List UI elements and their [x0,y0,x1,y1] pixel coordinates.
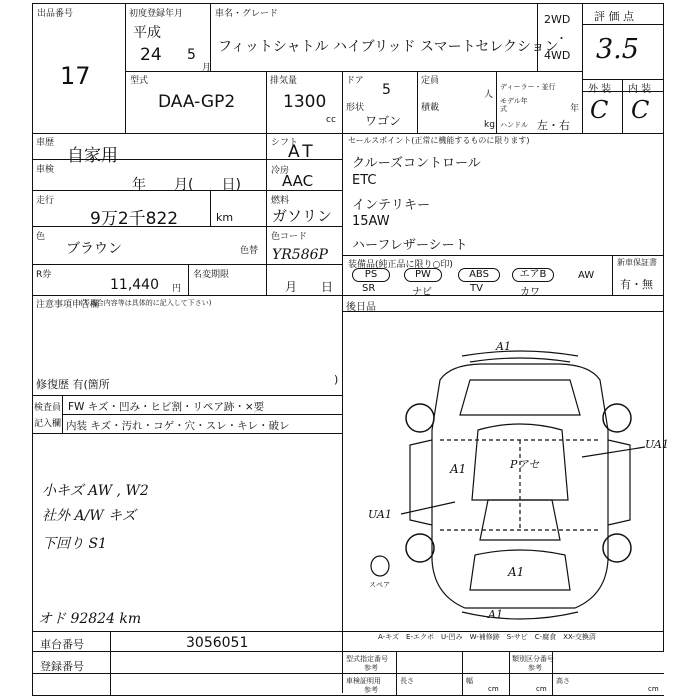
drive-dot-icon: ・ [556,32,567,45]
ac-value: AAC [282,172,314,190]
cc-unit: cc [326,115,336,125]
shift-value: AT [288,142,317,162]
grade-score: 3.5 [596,34,639,65]
km-unit: km [216,211,234,224]
ref-label: 参考 [364,664,378,672]
class-label: 類別区分番号 [512,655,554,663]
repair-close-paren: ) [334,373,339,386]
inspector-row-exterior: FW キズ・凹み・ヒビ割・リペア跡・×要 [68,401,265,413]
shape-value: ワゴン [365,114,402,128]
damage-mark: UA1 [368,508,392,521]
color-code-label: 色コード [271,232,308,242]
selling-point-item: ハーフレザーシート [352,238,468,253]
color-label: 色 [36,232,46,242]
ref-label-2: 参考 [528,664,542,672]
damage-mark: A1 [450,462,467,476]
exterior-label: 外 装 [588,84,612,95]
deadline-label: 名変期限 [193,270,230,280]
doors-value: 5 [382,82,391,98]
equip-aw: AW [578,270,595,281]
ac-label: 冷房 [271,166,290,176]
height-label: 高さ [556,677,570,685]
equip-sr: SR [362,283,376,294]
equip-pw: PW [404,268,442,282]
interior-label: 内 装 [628,84,652,95]
damage-mark: A1 [508,565,525,579]
month-unit: 月 [202,63,212,73]
history-value: 自家用 [67,146,118,166]
capacity-label: 定員 [421,76,440,86]
fuel-label: 燃料 [271,196,290,206]
year-unit: 年 [570,104,580,114]
person-unit: 人 [484,90,494,100]
width-label: 幅 [466,677,473,685]
color-code-value: YR586P [272,247,328,263]
chassis-value: 3056051 [186,635,249,651]
cm-unit-2: cm [536,685,547,693]
displacement-value: 1300 [283,92,327,112]
model-name: フィットシャトル ハイブリッド スマートセレクション [218,39,559,55]
selling-point-item: クルーズコントロール [352,156,481,171]
tax-label: R券 [36,270,52,280]
type-value: DAA-GP2 [158,92,236,112]
lot-number: 17 [60,62,91,90]
yen-unit: 円 [172,284,182,294]
mileage-label: 走行 [36,196,55,206]
reg-label: 登録番号 [40,660,84,673]
inspection-label: 車検 [36,165,55,175]
repair-label: 修復歴 有(箇所 [36,378,110,391]
mileage-value: 9万2千822 [90,209,179,229]
reg-month: 5 [187,47,196,63]
spare-label: スペア [369,581,390,589]
kg-unit: kg [484,120,495,130]
model-year-label: モデル年式 [500,97,528,113]
deadline-value: 月 日 [285,280,334,294]
handwritten-note: 小キズ AW , W2 [42,483,149,499]
handle-value: 左・右 [537,119,570,132]
tax-value: 11,440 [110,277,159,293]
selling-point-item: インテリキー [352,198,431,213]
rear-label: 後日品 [346,302,376,313]
fuel-value: ガソリン [272,207,333,225]
displacement-label: 排気量 [270,76,298,86]
selling-points-label: セールスポイント(正常に機能するものに限ります) [348,136,530,145]
damage-legend: A-キズ E-エクボ U-凹み W-補修跡 S-サビ C-腐食 XX-交換済 [378,633,596,641]
chassis-label: 車台番号 [40,638,84,651]
warranty-value: 有・無 [620,278,653,291]
doors-label: ドア [346,76,364,86]
cm-unit: cm [488,685,499,693]
notes-sub-label: (不具合内容等は具体的に記入して下さい) [80,299,212,307]
length-label: 長さ [400,677,414,685]
inspector-label: 検査員 [34,403,62,413]
equip-ps: PS [352,268,390,282]
era: 平成 [133,25,161,41]
cm-unit-3: cm [648,685,659,693]
dealer-label: ディーラー・並行 [500,83,556,91]
color-change-label: 色替 [240,246,259,256]
shape-label: 形状 [346,103,365,113]
interior-grade: C [631,96,650,124]
load-label: 積載 [421,103,440,113]
color-value: ブラウン [66,241,122,257]
inspector-row-interior: 内装 キズ・汚れ・コゲ・穴・スレ・キレ・破レ [66,420,290,432]
damage-mark: Pアセ [510,458,540,471]
drive-2wd: 2WD [544,13,571,26]
model-label: 車名・グレード [215,9,279,19]
warranty-label: 新車保証書 [617,258,657,267]
cert-label: 車検証明用 [346,677,381,685]
history-label: 車歴 [36,138,55,148]
equip-tv: TV [470,283,483,294]
equip-abs: ABS [458,268,500,282]
selling-point-item: 15AW [352,214,390,229]
drive-4wd: 4WD [544,49,571,62]
damage-mark: A1 [496,340,511,353]
equipment-label: 装備品(純正品に限り○印) [348,260,453,270]
grade-label: 評 価 点 [594,10,634,23]
equip-airbag: エアB [512,268,554,282]
reg-year: 24 [140,45,162,65]
damage-mark: UA1 [645,438,669,451]
model-cert-label: 型式指定番号 [346,655,388,663]
type-label: 型式 [130,76,149,86]
damage-mark: A1 [488,608,503,621]
exterior-grade: C [590,96,609,124]
inspection-value: 年 月( 日) [132,177,241,193]
selling-point-item: ETC [352,173,377,188]
handwritten-odometer: オド 92824 km [38,611,142,627]
equip-leather: カワ [520,287,540,298]
equip-navi: ナビ [412,287,432,298]
handwritten-note: 下回り S1 [42,536,107,552]
first-reg-label: 初度登録年月 [129,9,184,19]
shift-label: シフト [271,138,299,148]
notes-label: 注意事項申告欄 [36,300,100,310]
lot-label: 出品番号 [37,9,74,19]
handle-label: ハンドル [500,121,528,129]
ref-label-3: 参考 [364,686,378,694]
handwritten-note: 社外 A/W キズ [42,508,136,524]
inspector-label-2: 記入欄 [34,419,62,429]
